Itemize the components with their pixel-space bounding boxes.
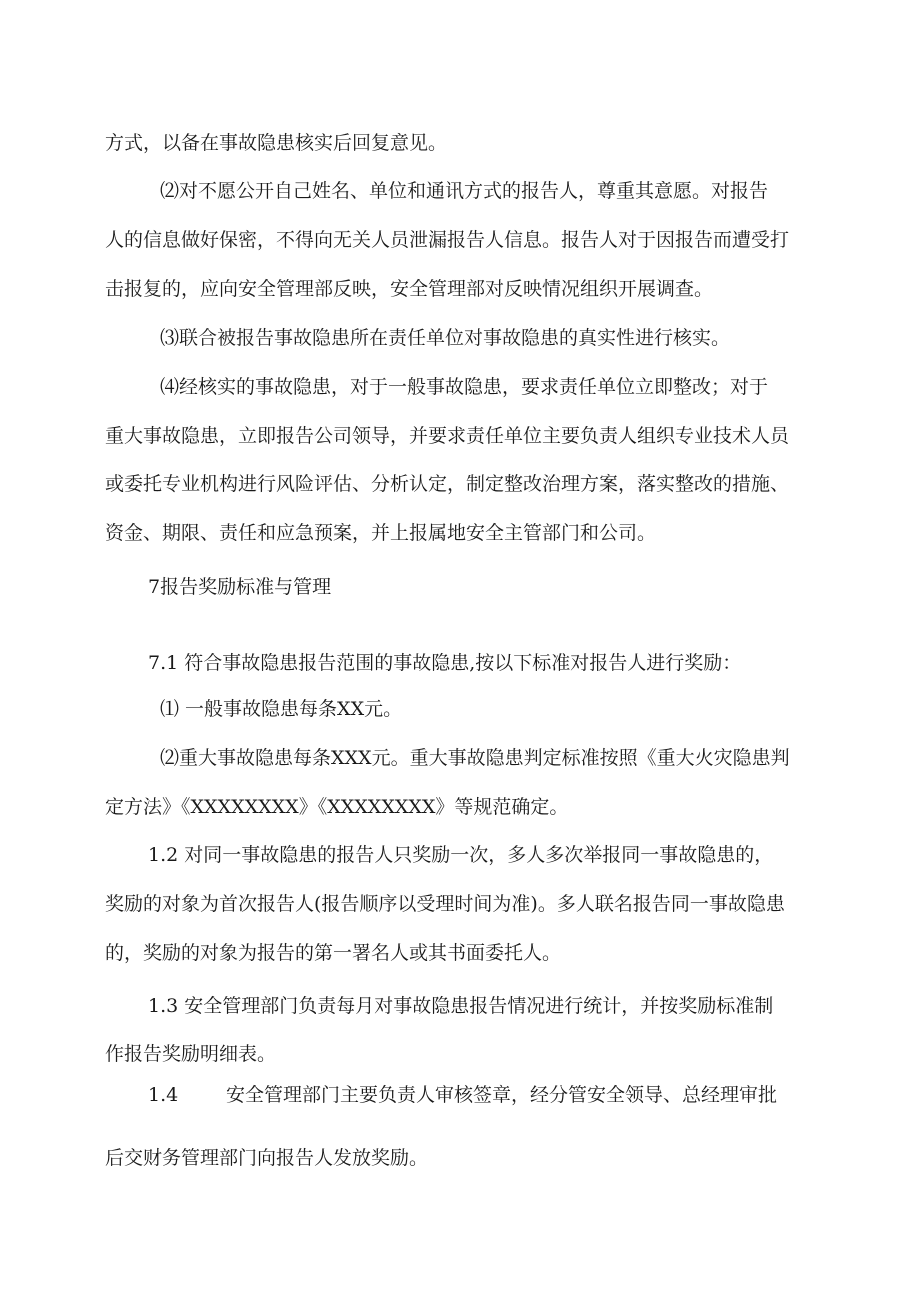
paragraph-line: 的，奖励的对象为报告的第一署名人或其书面委托人。 [105,942,562,964]
paragraph-line: ⑶联合被报告事故隐患所在责任单位对事故隐患的真实性进行核实。 [160,327,731,349]
paragraph-line: 或委托专业机构进行风险评估、分析认定，制定整改治理方案，落实整改的措施、 [105,473,790,495]
paragraph-line: 重大事故隐患，立即报告公司领导，并要求责任单位主要负责人组织专业技术人员 [105,425,790,447]
paragraph-line: 奖励的对象为首次报告人(报告顺序以受理时间为准)。多人联名报告同一事故隐患 [105,893,785,915]
paragraph-line: ⑵重大事故隐患每条XXX元。重大事故隐患判定标准按照《重大火灾隐患判 [160,747,790,769]
paragraph-line: 1.3 安全管理部门负责每月对事故隐患报告情况进行统计，并按奖励标准制 [148,995,774,1017]
clause-number: 1.4 [148,1084,179,1106]
paragraph-line: 人的信息做好保密，不得向无关人员泄漏报告人信息。报告人对于因报告而遭受打 [105,229,790,251]
paragraph-line: 后交财务管理部门向报告人发放奖励。 [105,1147,429,1169]
paragraph-line: 击报复的，应向安全管理部反映，安全管理部对反映情况组织开展调查。 [105,278,714,300]
paragraph-line: ⑴ 一般事故隐患每条XX元。 [160,698,403,720]
paragraph-line: 作报告奖励明细表。 [105,1043,277,1065]
paragraph-line: 7.1 符合事故隐患报告范围的事故隐患,按以下标准对报告人进行奖励： [148,652,742,674]
paragraph-line: 定方法》《XXXXXXXX》《XXXXXXXX》等规范确定。 [105,796,569,818]
paragraph-line: 安全管理部门主要负责人审核签章，经分管安全领导、总经理审批 [226,1084,778,1106]
paragraph-line: 1.2 对同一事故隐患的报告人只奖励一次，多人多次举报同一事故隐患的， [148,844,774,866]
section-heading: 7报告奖励标准与管理 [148,576,332,598]
paragraph-line: 方式，以备在事故隐患核实后回复意见。 [105,132,448,154]
paragraph-line: ⑵对不愿公开自己姓名、单位和通讯方式的报告人，尊重其意愿。对报告 [160,180,769,202]
paragraph-line: 资金、期限、责任和应急预案，并上报属地安全主管部门和公司。 [105,522,657,544]
paragraph-line: ⑷经核实的事故隐患，对于一般事故隐患，要求责任单位立即整改；对于 [160,376,769,398]
